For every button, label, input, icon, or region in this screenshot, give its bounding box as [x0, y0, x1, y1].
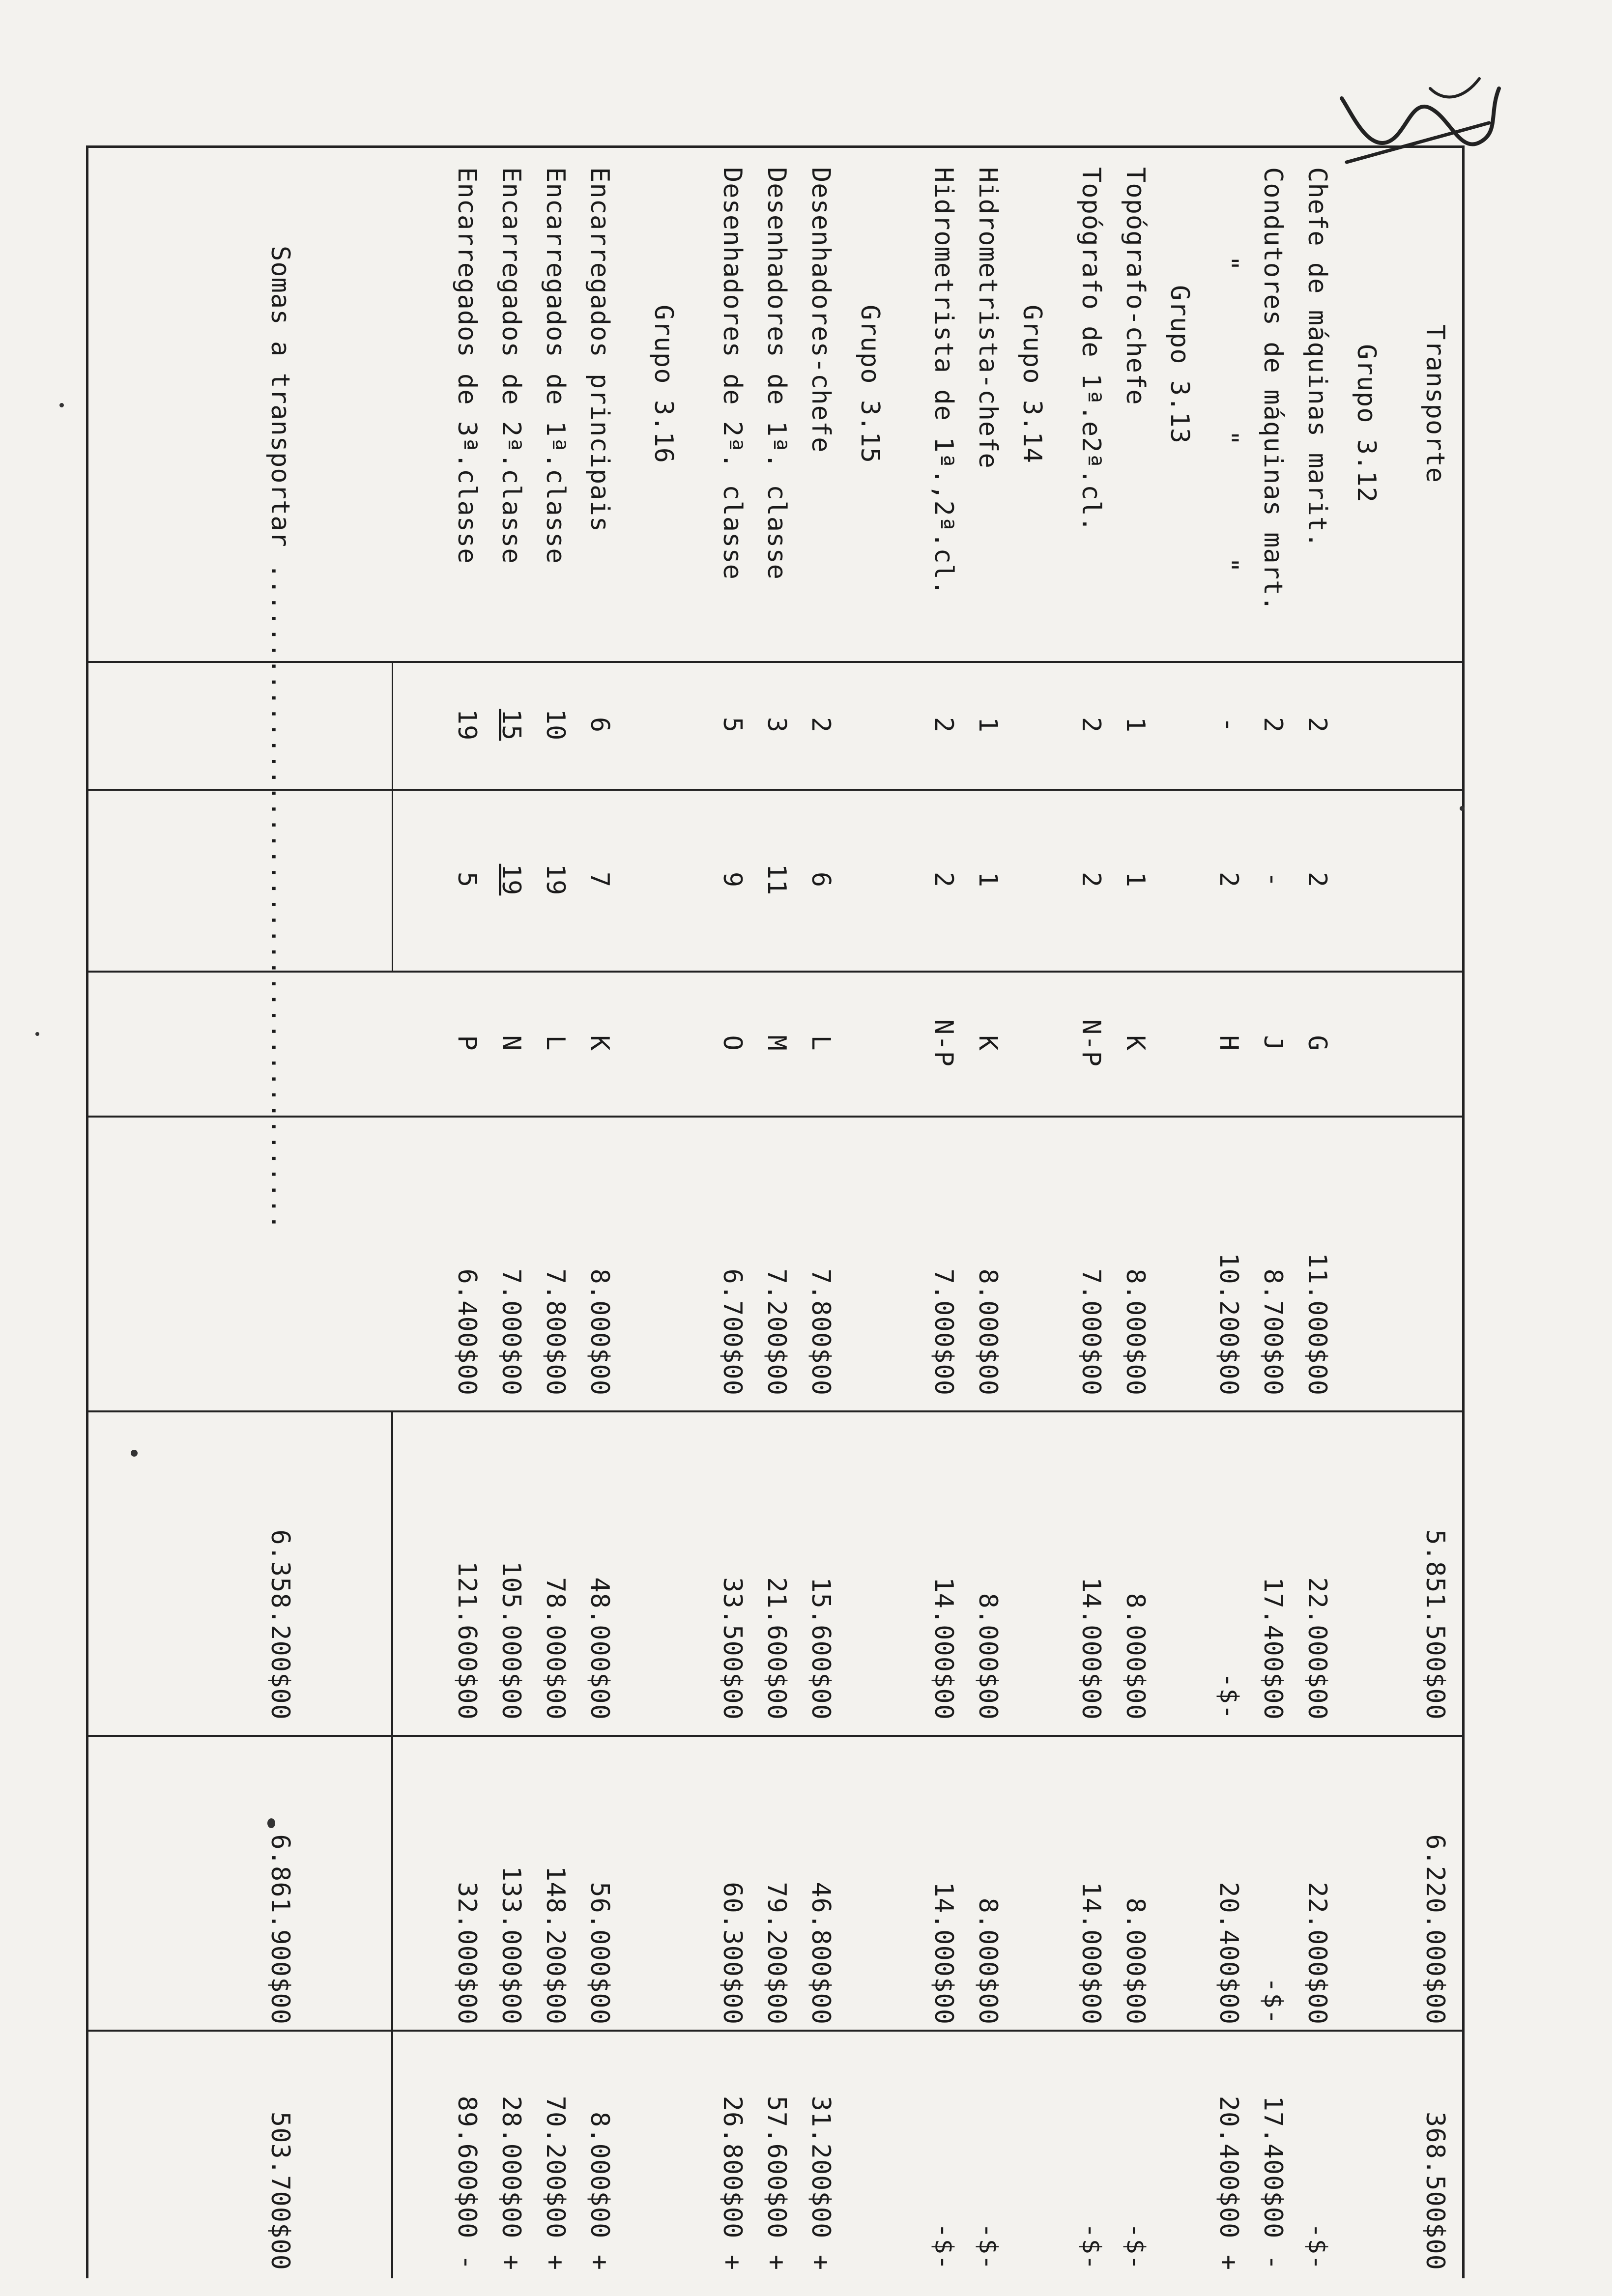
row-letter: K [973, 1035, 1003, 1051]
row-v3: 26.800$00 + [718, 2095, 747, 2270]
row-v1: 78.000$00 [541, 1577, 570, 1720]
row-letter: K [1121, 1035, 1150, 1051]
row-desc: Desenhadores de 2ª. classe [718, 167, 747, 580]
row-c1: 1 [1121, 717, 1150, 733]
row-v2: -$- [1258, 1977, 1288, 2025]
row-v1: 15.600$00 [806, 1577, 835, 1720]
row-salary: 6.700$00 [718, 1268, 747, 1396]
row-letter: M [762, 1035, 791, 1051]
row-salary: 7.000$00 [496, 1268, 526, 1396]
row-desc: Hidrometrista de 1ª.,2ª.cl. [929, 167, 958, 596]
row-salary: 8.000$00 [585, 1268, 614, 1396]
row-desc-ditto: " " " [1214, 256, 1243, 574]
col-sep-c1 [88, 789, 1465, 791]
row-c2: 19 [496, 863, 526, 896]
row-c2: 2 [1076, 871, 1106, 888]
totals-v2: 6.861.900$00 [265, 1834, 295, 2025]
col-sep-desc [88, 661, 1465, 663]
row-desc: Topógrafo-chefe [1121, 167, 1150, 405]
row-v2: 32.000$00 [452, 1882, 482, 2025]
row-salary: 8.700$00 [1258, 1268, 1288, 1396]
row-v3: 17.400$00 - [1258, 2095, 1288, 2270]
group-title: Grupo 3.14 [1017, 305, 1047, 464]
row-v3: 57.600$00 + [762, 2095, 791, 2270]
row-salary: 7.000$00 [1076, 1268, 1106, 1396]
row-v2: 22.000$00 [1302, 1882, 1332, 2025]
row-salary: 7.800$00 [541, 1268, 570, 1396]
row-salary: 10.200$00 [1214, 1253, 1243, 1396]
row-c2: 19 [541, 863, 570, 896]
row-v3: -$- [1076, 2223, 1106, 2270]
row-c2: 9 [718, 871, 747, 888]
row-letter: J [1258, 1035, 1288, 1051]
row-v1: 14.000$00 [929, 1577, 958, 1720]
row-c1: 5 [718, 717, 747, 733]
col-sep-salary [88, 1410, 1465, 1412]
row-v1: 121.600$00 [452, 1561, 482, 1720]
totals-v1: 6.358.200$00 [265, 1529, 295, 1720]
row-salary: 8.000$00 [1121, 1268, 1150, 1396]
row-desc: Hidrometrista-chefe [973, 167, 1003, 469]
row-letter: L [806, 1035, 835, 1051]
row-salary: 8.000$00 [973, 1268, 1003, 1396]
row-salary: 7.000$00 [929, 1268, 958, 1396]
row-v3: 70.200$00 + [541, 2095, 570, 2270]
row-v3: 20.400$00 + [1214, 2095, 1243, 2270]
row-c1: - [1214, 717, 1243, 733]
row-v1: 105.000$00 [496, 1561, 526, 1720]
row-v1: 17.400$00 [1258, 1577, 1288, 1720]
scan-speck [59, 403, 64, 407]
row-v3: -$- [929, 2223, 958, 2270]
row-salary: 11.000$00 [1302, 1253, 1332, 1396]
row-desc: Desenhadores de 1ª. classe [762, 167, 791, 580]
col-sep-v2 [88, 2030, 1465, 2032]
row-v1: 21.600$00 [762, 1577, 791, 1720]
count-box-rule [392, 661, 393, 971]
scan-speck [267, 1818, 275, 1828]
row-c1: 6 [585, 717, 614, 733]
row-v2: 14.000$00 [1076, 1882, 1106, 2025]
row-desc: Encarregados principais [585, 167, 614, 533]
row-c1: 15 [496, 709, 526, 741]
row-letter: L [541, 1035, 570, 1051]
row-c2: - [1258, 871, 1288, 888]
row-c2: 6 [806, 871, 835, 888]
row-desc: Chefe de máquinas marit. [1302, 167, 1332, 548]
row-v3: -$- [973, 2223, 1003, 2270]
row-v1: 22.000$00 [1302, 1577, 1332, 1720]
row-v1: 33.500$00 [718, 1577, 747, 1720]
row-v2: 14.000$00 [929, 1882, 958, 2025]
transporte-label: Transporte [1420, 324, 1450, 484]
money-box-rule [391, 1410, 393, 2278]
group-title: Grupo 3.15 [855, 305, 885, 464]
table-bottom-rule [86, 145, 88, 2278]
row-c1: 2 [1258, 717, 1288, 733]
row-letter: N-P [929, 1019, 958, 1067]
row-v2: 8.000$00 [1121, 1897, 1150, 2025]
row-v1: 8.000$00 [1121, 1593, 1150, 1720]
row-letter: G [1302, 1035, 1332, 1051]
row-v3: -$- [1121, 2223, 1150, 2270]
group-title: Grupo 3.12 [1352, 344, 1381, 503]
transport-in-v3: 368.500$00 [1420, 2111, 1450, 2270]
row-c2: 2 [1214, 871, 1243, 888]
transport-in-v1: 5.851.500$00 [1420, 1529, 1450, 1720]
group-title: Grupo 3.13 [1165, 285, 1194, 444]
handwritten-folio-mark [1332, 69, 1509, 177]
row-desc: Encarregados de 3ª.classe [452, 167, 482, 564]
table-left-rule [88, 145, 1465, 148]
row-v3: -$- [1302, 2223, 1332, 2270]
row-desc: Encarregados de 2ª.classe [496, 167, 526, 564]
row-v1: 8.000$00 [973, 1593, 1003, 1720]
row-v2: 79.200$00 [762, 1882, 791, 2025]
row-salary: 6.400$00 [452, 1268, 482, 1396]
col-sep-letter [88, 1116, 1465, 1118]
row-v3: 89.600$00 - [452, 2095, 482, 2270]
row-c1: 2 [929, 717, 958, 733]
row-letter: O [718, 1035, 747, 1051]
row-v3: 8.000$00 + [585, 2111, 614, 2270]
row-c2: 1 [973, 871, 1003, 888]
row-c1: 2 [1302, 717, 1332, 733]
table-top-rule [1462, 145, 1465, 2278]
row-c1: 10 [541, 709, 570, 741]
col-sep-v1 [88, 1735, 1465, 1737]
row-v2: 148.200$00 [541, 1866, 570, 2025]
row-v2: 8.000$00 [973, 1897, 1003, 2025]
row-c1: 2 [806, 717, 835, 733]
row-v1: -$- [1214, 1672, 1243, 1720]
row-letter: N-P [1076, 1019, 1106, 1067]
row-salary: 7.200$00 [762, 1268, 791, 1396]
row-c1: 3 [762, 717, 791, 733]
row-letter: N [496, 1035, 526, 1051]
row-desc: Topógrafo de 1ª.e2ª.cl. [1076, 167, 1106, 533]
row-desc: Desenhadores-chefe [806, 167, 835, 453]
row-c2: 1 [1121, 871, 1150, 888]
row-v2: 20.400$00 [1214, 1882, 1243, 2025]
row-v2: 133.000$00 [496, 1866, 526, 2025]
row-salary: 7.800$00 [806, 1268, 835, 1396]
row-v2: 60.300$00 [718, 1882, 747, 2025]
row-desc: Condutores de máquinas mart. [1258, 167, 1288, 612]
row-v2: 46.800$00 [806, 1882, 835, 2025]
row-letter: H [1214, 1035, 1243, 1051]
row-c2: 5 [452, 871, 482, 888]
row-c1: 19 [452, 709, 482, 741]
row-v1: 48.000$00 [585, 1577, 614, 1720]
row-c2: 11 [762, 863, 791, 896]
scan-speck [35, 1032, 39, 1036]
row-c1: 2 [1076, 717, 1106, 733]
scan-speck [1460, 806, 1465, 811]
row-desc: Encarregados de 1ª.classe [541, 167, 570, 564]
totals-label: Somas a transportar .......................................... [265, 246, 295, 1231]
row-v1: 14.000$00 [1076, 1577, 1106, 1720]
transport-in-v2: 6.220.000$00 [1420, 1834, 1450, 2025]
row-letter: P [452, 1035, 482, 1051]
row-letter: K [585, 1035, 614, 1051]
scan-speck [131, 1450, 138, 1457]
row-v2: 56.000$00 [585, 1882, 614, 2025]
row-v3: 31.200$00 + [806, 2095, 835, 2270]
col-sep-c2 [88, 971, 1465, 973]
row-c1: 1 [973, 717, 1003, 733]
row-c2: 7 [585, 871, 614, 888]
totals-v3: 503.700$00 [265, 2111, 295, 2270]
row-c2: 2 [929, 871, 958, 888]
group-title: Grupo 3.16 [649, 305, 678, 464]
row-c2: 2 [1302, 871, 1332, 888]
row-v3: 28.000$00 + [496, 2095, 526, 2270]
